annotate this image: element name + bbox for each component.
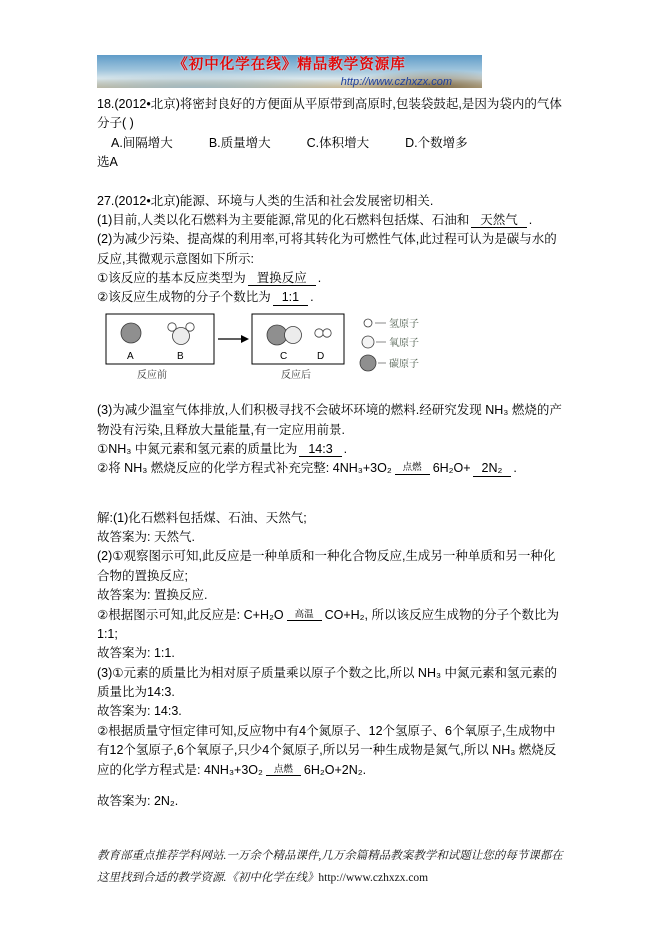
banner-title: 《初中化学在线》精品教学资源库 [173, 57, 406, 73]
solution-answer1: 故答案为: 天然气. [97, 530, 195, 544]
q27-part1-text: (1)目前,人类以化石燃料为主要能源,常见的化石燃料包括煤、石油和 [97, 212, 470, 227]
legend-carbon-label: 碳原子 [389, 358, 419, 370]
q18-options [97, 134, 567, 153]
banner-url-link[interactable]: http://www.czhxzx.com [340, 76, 452, 88]
solution-line3-post: CO+H₂, 所以该反应生成物的分子个数比为 1:1; [97, 607, 559, 641]
solution-answer3: 故答案为: 1:1. [97, 646, 175, 661]
condition-text: 高温 [294, 608, 314, 620]
legend-oxygen-icon [362, 336, 374, 348]
section-gap [97, 479, 567, 509]
q18-option-b: B.质量增大 [208, 135, 271, 150]
q27-part3-2-period: . [513, 461, 517, 476]
reaction-line [395, 474, 430, 475]
condition-text: 点燃 [273, 763, 293, 775]
carbon-atom-a [121, 323, 141, 343]
oxygen-atom [285, 326, 302, 343]
q27-part2-1-period: . [317, 271, 322, 285]
solution-line2: (2)①观察图示可知,此反应是一种单质和一种化合物反应,生成另一种单质和另一种化合物的置换反应; [97, 549, 556, 583]
solution-answer4: 故答案为: 14:3. [97, 704, 182, 719]
after-label: 反应后 [281, 369, 311, 381]
reaction-condition [287, 610, 322, 622]
q27-part3-1-blank-answer: 14:3 [299, 442, 341, 457]
reaction-condition [395, 463, 430, 475]
molecule-label-c: C [280, 350, 288, 362]
q27-part3-2-blank-answer: 2N₂ [473, 461, 512, 476]
solution-line5-post: 6H₂O+2N₂. [303, 762, 367, 777]
q18-option-c: C.体积增大 [306, 135, 370, 150]
q27-part2: (2)为减少污染、提高煤的利用率,可将其转化为可燃性气体,此过程可认为是碳与水的反应,其微观示意图如下所示: [97, 232, 557, 266]
footer-url-link[interactable]: http://www.czhxzx.com [318, 871, 429, 884]
solution-line1: 解:(1)化石燃料包括煤、石油、天然气; [97, 510, 307, 525]
before-label: 反应前 [137, 369, 167, 381]
q27-part2-2-blank-answer: 1:1 [273, 290, 308, 305]
footer-text: 教育部重点推荐学科网站.一万余个精品课件,几万余篇精品教案教学和试题让您的每节课都在这里找到合适的教学资源.《初中化学在线》 [97, 850, 563, 884]
solution-answer5: 故答案为: 2N₂. [97, 793, 179, 808]
q27-part3: (3)为减少温室气体排放,人们积极寻找不会破坏环境的燃料.经研究发现 NH₃ 燃烧的产物没有污染,且释放大量能量,有一定应用前景. [97, 403, 562, 437]
q18-answer: 选A [97, 155, 118, 170]
solution-line4: (3)①元素的质量比为相对原子质量乘以原子个数之比,所以 NH₃ 中氮元素和氢元素的质量比为14:3. [97, 665, 558, 699]
q27-part3-1-period: . [343, 441, 348, 456]
solution [97, 509, 567, 812]
q27-part3-2 [97, 459, 567, 478]
site-banner [97, 55, 482, 88]
solution-answer2: 故答案为: 置换反应. [97, 588, 208, 603]
reaction-arrow-head [241, 335, 249, 343]
section-gap [97, 780, 567, 792]
solution-line3 [97, 606, 567, 645]
q18-option-d: D.个数增多 [405, 135, 468, 150]
legend-oxygen-label: 氧原子 [389, 337, 419, 349]
before-box [106, 314, 214, 364]
reaction-line [287, 620, 322, 621]
reaction-line [266, 775, 301, 776]
q18-stem: 18.(2012•北京)将密封良好的方便面从平原带到高原时,包装袋鼓起,是因为袋内的气体分子( ) [97, 97, 562, 131]
oxygen-atom [173, 327, 190, 344]
molecule-label-a: A [127, 350, 134, 362]
q18-option-a: A.间隔增大 [111, 135, 173, 150]
legend-hydrogen-label: 氢原子 [389, 318, 419, 330]
q27-part3-2-text: ②将 NH₃ 燃烧反应的化学方程式补充完整: 4NH₃+3O₂ [97, 461, 392, 476]
q27-part2-1-text: ①该反应的基本反应类型为 [97, 271, 246, 285]
q27-part1 [97, 211, 567, 230]
hydrogen-atom [315, 329, 323, 337]
q27-part2-1 [97, 269, 567, 288]
q27-part3-1-text: ①NH₃ 中氮元素和氢元素的质量比为 [97, 441, 298, 456]
q27-stem: 27.(2012•北京)能源、环境与人类的生活和社会发展密切相关. [97, 193, 434, 208]
q27-part2-2-text: ②该反应生成物的分子个数比为 [97, 290, 271, 305]
micro-diagram [105, 313, 567, 395]
question-18 [97, 95, 567, 173]
molecule-label-d: D [317, 350, 325, 362]
carbon-atom-c [267, 325, 287, 345]
q27-part3-2-products: 6H₂O+ [432, 461, 471, 476]
q27-part1-period: . [528, 212, 533, 227]
page-footer [97, 846, 573, 889]
legend-carbon-icon [360, 355, 376, 371]
q27-part1-blank-answer: 天然气 [471, 213, 527, 228]
legend-hydrogen-icon [364, 319, 372, 327]
question-27 [97, 192, 567, 479]
section-gap [97, 173, 567, 192]
q27-part2-2-period: . [310, 290, 314, 305]
solution-line5 [97, 722, 567, 780]
condition-text: 点燃 [402, 462, 422, 474]
solution-line3-pre: ②根据图示可知,此反应是: C+H₂O [97, 607, 284, 622]
molecule-label-b: B [177, 350, 184, 362]
reaction-condition [266, 765, 301, 777]
reaction-diagram-svg [105, 313, 435, 389]
q27-part3-1 [97, 440, 567, 459]
q27-part2-1-blank-answer: 置换反应 [248, 271, 316, 286]
q27-part2-2 [97, 288, 567, 307]
solution-line5-pre: ②根据质量守恒定律可知,反应物中有4个氮原子、12个氢原子、6个氧原子,生成物中有12个氢原子,6个氧原子,只少4个氮原子,所以另一种生成物是氮气,所以 NH₃ 燃烧反应的化学方程式是: 4NH₃+3O₂ [97, 723, 557, 777]
hydrogen-atom [323, 329, 331, 337]
